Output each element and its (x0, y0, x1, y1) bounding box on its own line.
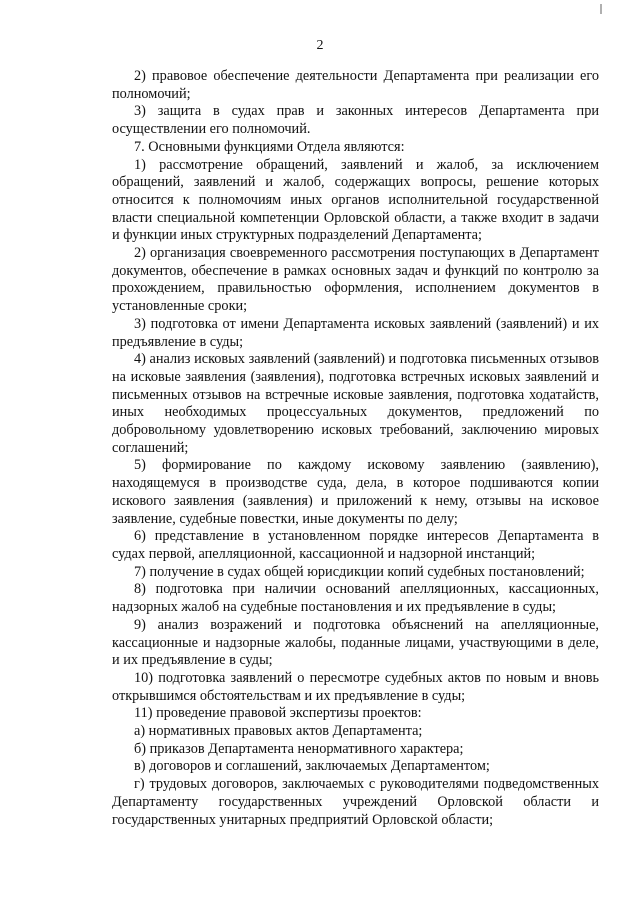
page-number: 2 (316, 38, 324, 53)
document-body (112, 68, 599, 829)
function-item-8: 8) подготовка при наличии оснований апелляционных, кассационных, надзорных жалоб на судебные постановления и их предъявление в суды; (112, 581, 599, 616)
section-7-heading: 7. Основными функциями Отдела являются: (134, 138, 405, 155)
function-item-3: 3) подготовка от имени Департамента исковых заявлений (заявлений) и их предъявление в суды; (112, 315, 599, 350)
subitem-v: в) договоров и соглашений, заключаемых Департаментом; (134, 758, 490, 775)
function-item-4: 4) анализ исковых заявлений (заявлений) и подготовка письменных отзывов на исковые заявления (заявления), подготовка встречных исковых заявлений и письменных отзывов на встречные исковые заявления, подготовка ходатайств, иных необходимых процессуальных документов, предложений по добровольному удовлетворению исковых требований, заключению мировых соглашений; (112, 351, 599, 456)
paragraph-court-protection: 3) защита в судах прав и законных интересов Департамента при осуществлении его полномочий. (112, 103, 599, 138)
function-item-9: 9) анализ возражений и подготовка объяснений на апелляционные, кассационные и надзорные жалобы, поданные лицами, участвующими в деле, и их предъявление в суды; (112, 616, 599, 669)
scan-artifact-mark (600, 4, 602, 14)
function-item-1: 1) рассмотрение обращений, заявлений и жалоб, за исключением обращений, заявлений и жалоб, содержащих вопросы, решение которых относится к полномочиям иных органов исполнительной государственной власти специальной компетенции Орловской области, а также входит в задачи и функции иных структурных подразделений Департамента; (112, 156, 599, 244)
function-item-10: 10) подготовка заявлений о пересмотре судебных актов по новым и вновь открывшимся обстоятельствам и их предъявление в суды; (112, 669, 599, 704)
paragraph-legal-support: 2) правовое обеспечение деятельности Департамента при реализации его полномочий; (112, 68, 599, 102)
subitem-b: б) приказов Департамента ненормативного характера; (134, 740, 464, 757)
function-item-6: 6) представление в установленном порядке интересов Департамента в судах первой, апелляционной, кассационной и надзорной инстанций; (112, 528, 599, 562)
function-item-11: 11) проведение правовой экспертизы проектов: (134, 705, 422, 722)
subitem-a: а) нормативных правовых актов Департамента; (134, 723, 423, 740)
function-item-2: 2) организация своевременного рассмотрения поступающих в Департамент документов, обеспечение в рамках основных задач и функций по контролю за прохождением, правильностью оформления, исполнением документов в установленные сроки; (112, 245, 599, 315)
function-item-5: 5) формирование по каждому исковому заявлению (заявлению), находящемуся в производстве суда, дела, в которое подшиваются копии искового заявления (заявления) и приложений к нему, отзывы на исковое заявление, судебные повестки, иные документы по делу; (112, 457, 599, 527)
function-item-7: 7) получение в судах общей юрисдикции копий судебных постановлений; (134, 563, 585, 580)
subitem-g: г) трудовых договоров, заключаемых с руководителями подведомственных Департаменту государственных учреждений Орловской области и государственных унитарных предприятий Орловской области; (112, 776, 599, 828)
